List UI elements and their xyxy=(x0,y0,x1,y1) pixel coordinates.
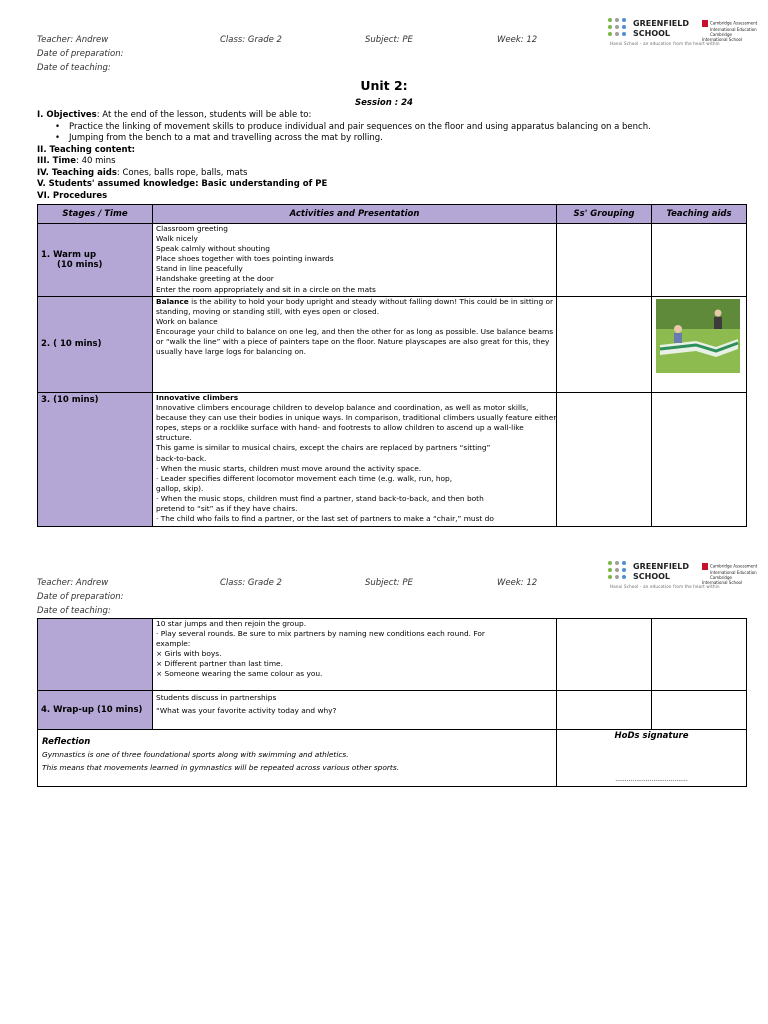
logo-school-line2: SCHOOL xyxy=(633,29,671,38)
date-teaching: Date of teaching: xyxy=(37,63,111,73)
cambridge-line1: Cambridge Assessment xyxy=(710,20,758,26)
header-aids: Teaching aids xyxy=(652,205,747,224)
stage-balance: 2. ( 10 mins) xyxy=(38,297,153,393)
header-grouping: Ss' Grouping xyxy=(557,205,652,224)
climbers-line: × Different partner than last time. xyxy=(156,659,283,669)
objectives-label: I. Objectives xyxy=(37,110,97,120)
balance-line xyxy=(156,297,553,307)
climbers-line: × Girls with boys. xyxy=(156,649,222,659)
logo-dot xyxy=(608,561,612,565)
climbers-line: × Someone wearing the same colour as you. xyxy=(156,669,323,679)
climbers-line: because they can use their bodies in unique ways. In comparison, traditional climbers usually feature either xyxy=(156,413,557,423)
assumed-knowledge: V. Students' assumed knowledge: Basic understanding of PE xyxy=(37,179,328,189)
climbers-line: example: xyxy=(156,639,191,649)
week-label: Week: 12 xyxy=(497,578,538,588)
logo-dot xyxy=(622,32,626,36)
procedures-table xyxy=(37,204,747,527)
class-label: Class: Grade 2 xyxy=(220,578,282,588)
school-logo xyxy=(608,559,758,591)
cambridge-line2: International Education xyxy=(710,570,757,575)
logo-dot xyxy=(622,568,626,572)
aids-climbers-continued xyxy=(652,619,747,691)
table-row-reflection xyxy=(38,730,747,787)
cambridge-line2: International Education xyxy=(710,27,757,32)
balance-text: is the ability to hold your body upright and steady without falling down! This could be in sitting or xyxy=(188,297,554,306)
teacher-name: Teacher: Andrew xyxy=(37,35,109,45)
climbers-line: gallop, skip). xyxy=(156,483,204,493)
balance-line: Work on balance xyxy=(156,317,218,327)
logo-dot xyxy=(622,575,626,579)
logo-tagline: Hanoi School - an education from the heart within xyxy=(610,41,720,46)
warmup-line: Walk nicely xyxy=(156,234,198,244)
logo-dot xyxy=(622,18,626,22)
aids-line xyxy=(37,168,737,180)
reflection-line: This means that movements learned in gymnastics will be repeated across various other sports. xyxy=(42,763,400,773)
balance-keyword: Balance xyxy=(156,297,189,306)
time-label: III. Time xyxy=(37,156,77,166)
climbers-line: · When the music starts, children must move around the activity space. xyxy=(156,463,422,473)
logo-tagline: Hanoi School - an education from the heart within xyxy=(610,584,720,589)
grouping-balance xyxy=(557,297,652,393)
logo-dot xyxy=(615,32,619,36)
warmup-line: Stand in line peacefully xyxy=(156,264,243,274)
lesson-info xyxy=(37,110,737,202)
signature-line: ...................................... xyxy=(615,775,688,783)
week-label: Week: 12 xyxy=(497,35,538,45)
reflection-cell xyxy=(38,730,557,787)
logo-dot xyxy=(615,568,619,572)
logo-dot xyxy=(608,575,612,579)
warmup-line: Enter the room appropriately and sit in a circle on the mats xyxy=(156,284,376,294)
procedures-label: VI. Procedures xyxy=(37,190,108,201)
logo-dot xyxy=(622,25,626,29)
logo-school-line1: GREENFIELD xyxy=(633,562,689,571)
balance-beam-photo xyxy=(656,299,740,373)
logo-dots-icon xyxy=(608,18,630,40)
logo-dot xyxy=(615,18,619,22)
activities-wrapup xyxy=(153,691,557,730)
balance-line: standing, moving or standing still, with eyes open or closed. xyxy=(156,307,380,317)
climbers-line: 10 star jumps and then rejoin the group. xyxy=(156,619,307,628)
climbers-heading: Innovative climbers xyxy=(156,393,239,402)
aids-warmup xyxy=(652,224,747,297)
table-row-wrapup xyxy=(38,691,747,730)
climbers-line: pretend to “sit” as if they have chairs. xyxy=(156,504,298,514)
logo-dot xyxy=(615,561,619,565)
table-row-climbers-continued xyxy=(38,619,747,691)
subject-label: Subject: PE xyxy=(365,35,413,45)
wrapup-line: “What was your favorite activity today and why? xyxy=(156,706,337,716)
page1-header xyxy=(0,16,768,73)
activities-balance xyxy=(153,297,557,393)
logo-dot xyxy=(608,18,612,22)
time-line xyxy=(37,156,737,168)
cambridge-line3: Cambridge International School xyxy=(702,575,743,585)
table-row-warmup xyxy=(38,224,747,297)
balance-line: or “walk the line” with a piece of painters tape on the floor. Nature playscapes are also great for this, they xyxy=(156,337,550,347)
teaching-content-label: II. Teaching content: xyxy=(37,144,136,155)
header-activities: Activities and Presentation xyxy=(153,205,557,224)
grouping-climbers xyxy=(557,393,652,527)
activities-climbers-continued xyxy=(153,619,557,691)
balance-line: usually have large logs for balancing on. xyxy=(156,347,306,357)
warmup-line: Classroom greeting xyxy=(156,224,228,233)
date-preparation: Date of preparation: xyxy=(37,592,124,602)
procedures-table-continued xyxy=(37,618,747,787)
aids-value: : Cones, balls rope, balls, mats xyxy=(116,167,248,178)
logo-dot xyxy=(622,561,626,565)
hods-signature-cell xyxy=(557,730,747,787)
logo-school-line2: SCHOOL xyxy=(633,572,671,581)
activities-warmup xyxy=(153,224,557,297)
reflection-line: Gymnastics is one of three foundational sports along with swimming and athletics. xyxy=(42,750,349,760)
page2-header xyxy=(0,559,768,616)
date-preparation: Date of preparation: xyxy=(37,49,124,59)
logo-dot xyxy=(615,575,619,579)
table-header-row xyxy=(38,205,747,224)
climbers-line: This game is similar to musical chairs, except the chairs are replaced by partners “sitting” xyxy=(156,443,491,453)
teacher-name: Teacher: Andrew xyxy=(37,578,109,588)
header-stages: Stages / Time xyxy=(38,205,153,224)
cambridge-line3: Cambridge International School xyxy=(702,32,743,42)
session-number: Session : 24 xyxy=(355,98,413,108)
logo-dot xyxy=(608,32,612,36)
grouping-wrapup xyxy=(557,691,652,730)
hods-signature-label: HoDs signature xyxy=(614,731,689,741)
objectives-list xyxy=(37,122,737,145)
stage-climbers: 3. (10 mins) xyxy=(38,393,153,527)
logo-dot xyxy=(615,25,619,29)
stage-warmup-line1: 1. Warm up xyxy=(41,249,97,260)
climbers-line: · Leader specifies different locomotor movement each time (e.g. walk, run, hop, xyxy=(156,473,453,483)
grouping-climbers-continued xyxy=(557,619,652,691)
cambridge-crest-icon xyxy=(702,563,708,570)
climbers-line: · Play several rounds. Be sure to mix partners by naming new conditions each round. For xyxy=(156,629,485,639)
logo-dot xyxy=(608,568,612,572)
time-value: : 40 mins xyxy=(76,156,116,166)
climbers-line: structure. xyxy=(156,433,192,443)
aids-climbers xyxy=(652,393,747,527)
table-row-balance xyxy=(38,297,747,393)
warmup-line: Handshake greeting at the door xyxy=(156,274,274,284)
school-logo xyxy=(608,16,758,48)
climbers-line: · When the music stops, children must find a partner, stand back-to-back, and then both xyxy=(156,493,484,503)
aids-balance xyxy=(652,297,747,393)
logo-dots-icon xyxy=(608,561,630,583)
objective-item: • Practice the linking of movement skills to produce individual and pair sequences on the floor and using apparatus balancing on a bench. xyxy=(69,122,737,134)
stage-warmup-line2: (10 mins) xyxy=(57,260,103,270)
climbers-line: Innovative climbers encourage children to develop balance and coordination, as well as motor skills, xyxy=(156,403,529,413)
aids-wrapup xyxy=(652,691,747,730)
reflection-title: Reflection xyxy=(42,737,91,747)
objectives-line xyxy=(37,110,737,122)
balance-beam-image-icon xyxy=(656,299,740,373)
class-label: Class: Grade 2 xyxy=(220,35,282,45)
objective-item: • Jumping from the bench to a mat and travelling across the mat by rolling. xyxy=(69,133,737,145)
climbers-line: ropes, steps or a rocklike surface with hand- and footrests to allow children to ascend up a wall-like xyxy=(156,423,524,433)
cambridge-line1: Cambridge Assessment xyxy=(710,563,758,569)
cambridge-crest-icon xyxy=(702,20,708,27)
wrapup-line: Students discuss in partnerships xyxy=(156,693,277,702)
balance-line: Encourage your child to balance on one leg, and then the other for as long as possible. Use balance beams xyxy=(156,327,554,337)
grouping-warmup xyxy=(557,224,652,297)
subject-label: Subject: PE xyxy=(365,578,413,588)
warmup-line: Speak calmly without shouting xyxy=(156,244,270,254)
activities-climbers xyxy=(153,393,557,527)
climbers-line: back-to-back. xyxy=(156,453,207,463)
table-row-climbers xyxy=(38,393,747,527)
stage-wrapup: 4. Wrap-up (10 mins) xyxy=(38,691,153,730)
warmup-line: Place shoes together with toes pointing inwards xyxy=(156,254,334,264)
date-teaching: Date of teaching: xyxy=(37,606,111,616)
stage-warmup xyxy=(38,224,153,297)
logo-dot xyxy=(608,25,612,29)
logo-school-line1: GREENFIELD xyxy=(633,19,689,28)
unit-title: Unit 2: xyxy=(360,78,408,93)
aids-label: IV. Teaching aids xyxy=(37,167,117,178)
objectives-text: : At the end of the lesson, students will be able to: xyxy=(96,110,312,120)
climbers-line: · The child who fails to find a partner, or the last set of partners to make a “chair,” must do xyxy=(156,514,494,524)
stage-climbers-continued xyxy=(38,619,153,691)
